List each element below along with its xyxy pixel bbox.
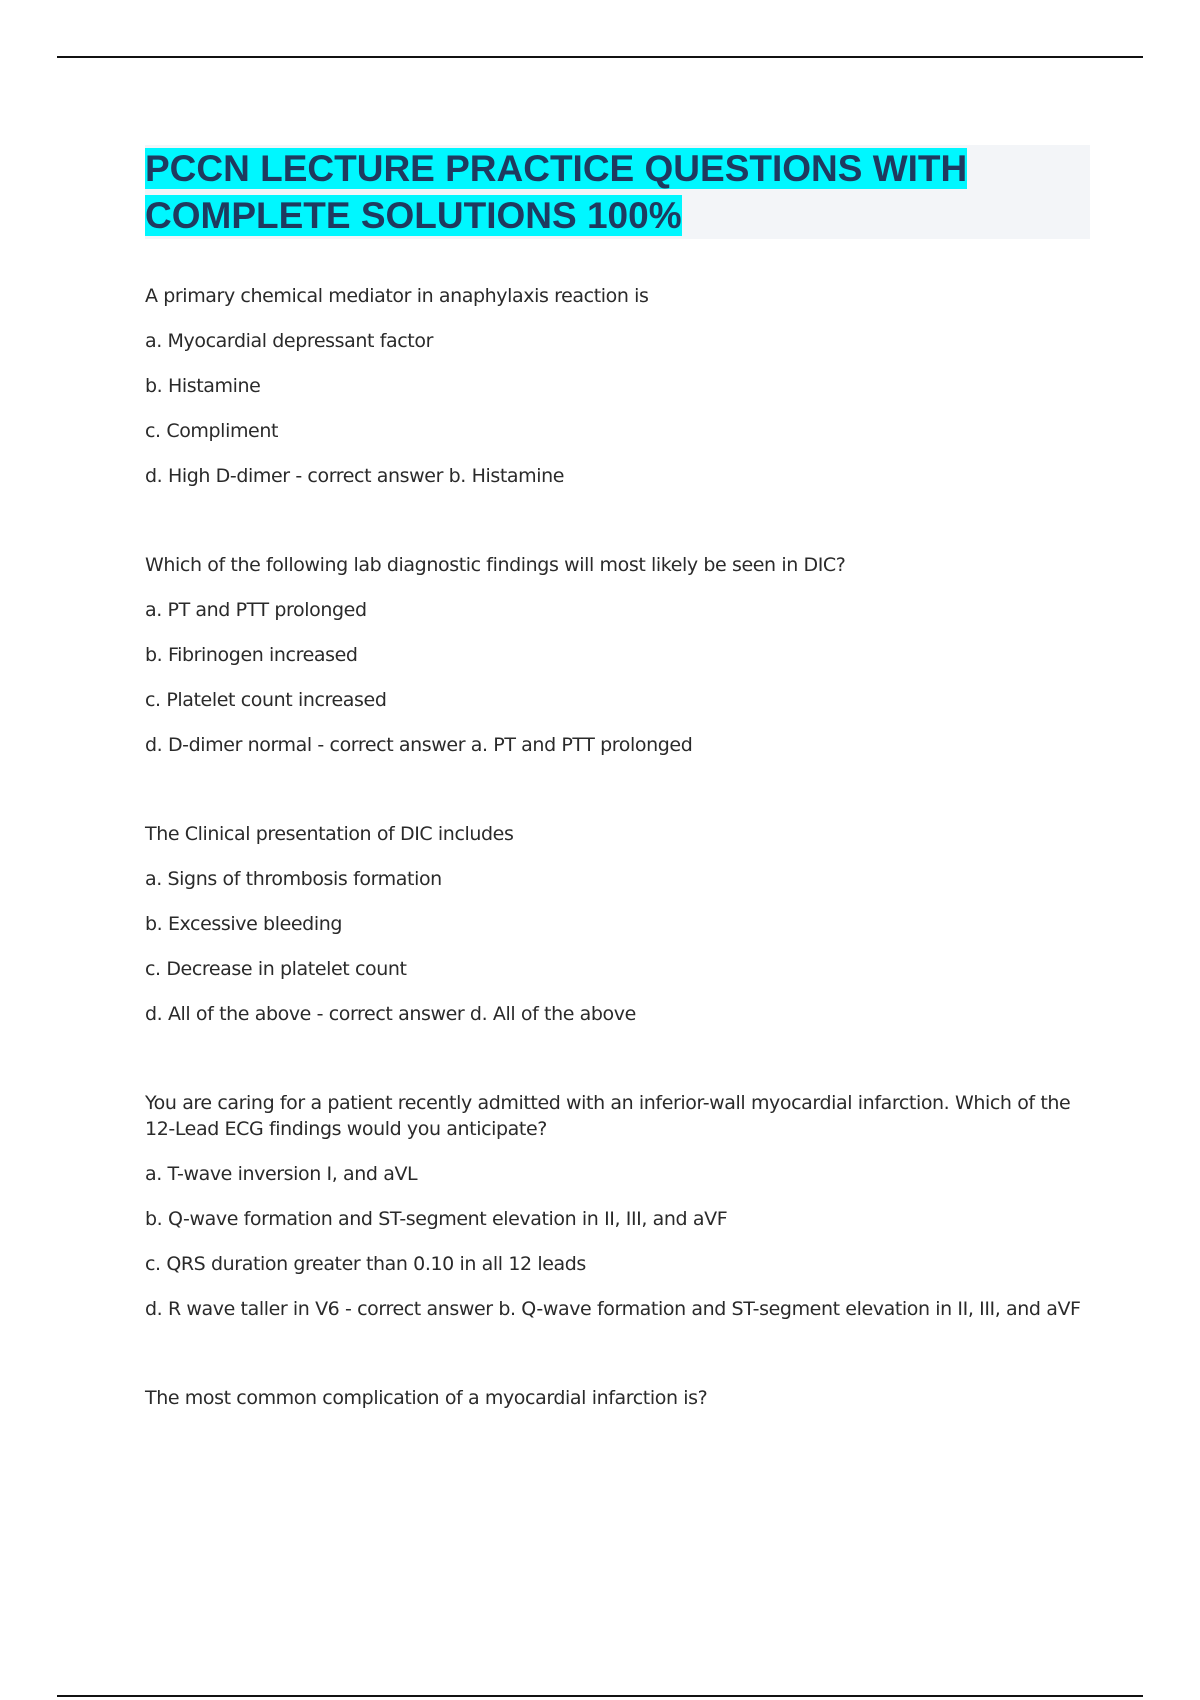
answer-option: b. Histamine (145, 375, 261, 397)
answer-option: b. Excessive bleeding (145, 913, 343, 935)
answer-option: b. Q-wave formation and ST-segment elevation in II, III, and aVF (145, 1208, 728, 1230)
question-text: A primary chemical mediator in anaphylaxis reaction is (145, 285, 649, 307)
page-title-line-1: PCCN LECTURE PRACTICE QUESTIONS WITH (145, 148, 968, 189)
answer-option-with-solution: d. D-dimer normal - correct answer a. PT and PTT prolonged (145, 734, 693, 756)
question-block (145, 1385, 1085, 1411)
question-text: Which of the following lab diagnostic findings will most likely be seen in DIC? (145, 554, 846, 576)
answer-option-with-solution: d. High D-dimer - correct answer b. Histamine (145, 465, 565, 487)
bottom-rule (57, 1695, 1143, 1697)
answer-option: a. PT and PTT prolonged (145, 599, 367, 621)
question-block (145, 821, 1085, 1027)
document-body (145, 283, 1085, 1474)
question-text: The most common complication of a myocardial infarction is? (145, 1387, 708, 1409)
page-title-line-2: COMPLETE SOLUTIONS 100% (145, 195, 682, 236)
answer-option: c. Decrease in platelet count (145, 958, 407, 980)
answer-option: c. Compliment (145, 420, 279, 442)
question-block (145, 552, 1085, 758)
answer-option: a. Signs of thrombosis formation (145, 868, 442, 890)
question-block (145, 283, 1085, 489)
question-text: The Clinical presentation of DIC includes (145, 823, 514, 845)
answer-option: a. T-wave inversion I, and aVL (145, 1163, 418, 1185)
question-block (145, 1090, 1085, 1322)
question-text: You are caring for a patient recently admitted with an inferior-wall myocardial infarction. Which of the 12-Lead ECG findings would you anticipate? (145, 1092, 1071, 1140)
page-title (145, 145, 1090, 239)
top-rule (57, 56, 1143, 58)
answer-option: a. Myocardial depressant factor (145, 330, 433, 352)
answer-option: c. Platelet count increased (145, 689, 387, 711)
answer-option: c. QRS duration greater than 0.10 in all 12 leads (145, 1253, 586, 1275)
answer-option-with-solution: d. All of the above - correct answer d. All of the above (145, 1003, 636, 1025)
answer-option-with-solution: d. R wave taller in V6 - correct answer b. Q-wave formation and ST-segment elevation in II, III, and aVF (145, 1298, 1081, 1320)
answer-option: b. Fibrinogen increased (145, 644, 358, 666)
title-block (145, 145, 1090, 239)
